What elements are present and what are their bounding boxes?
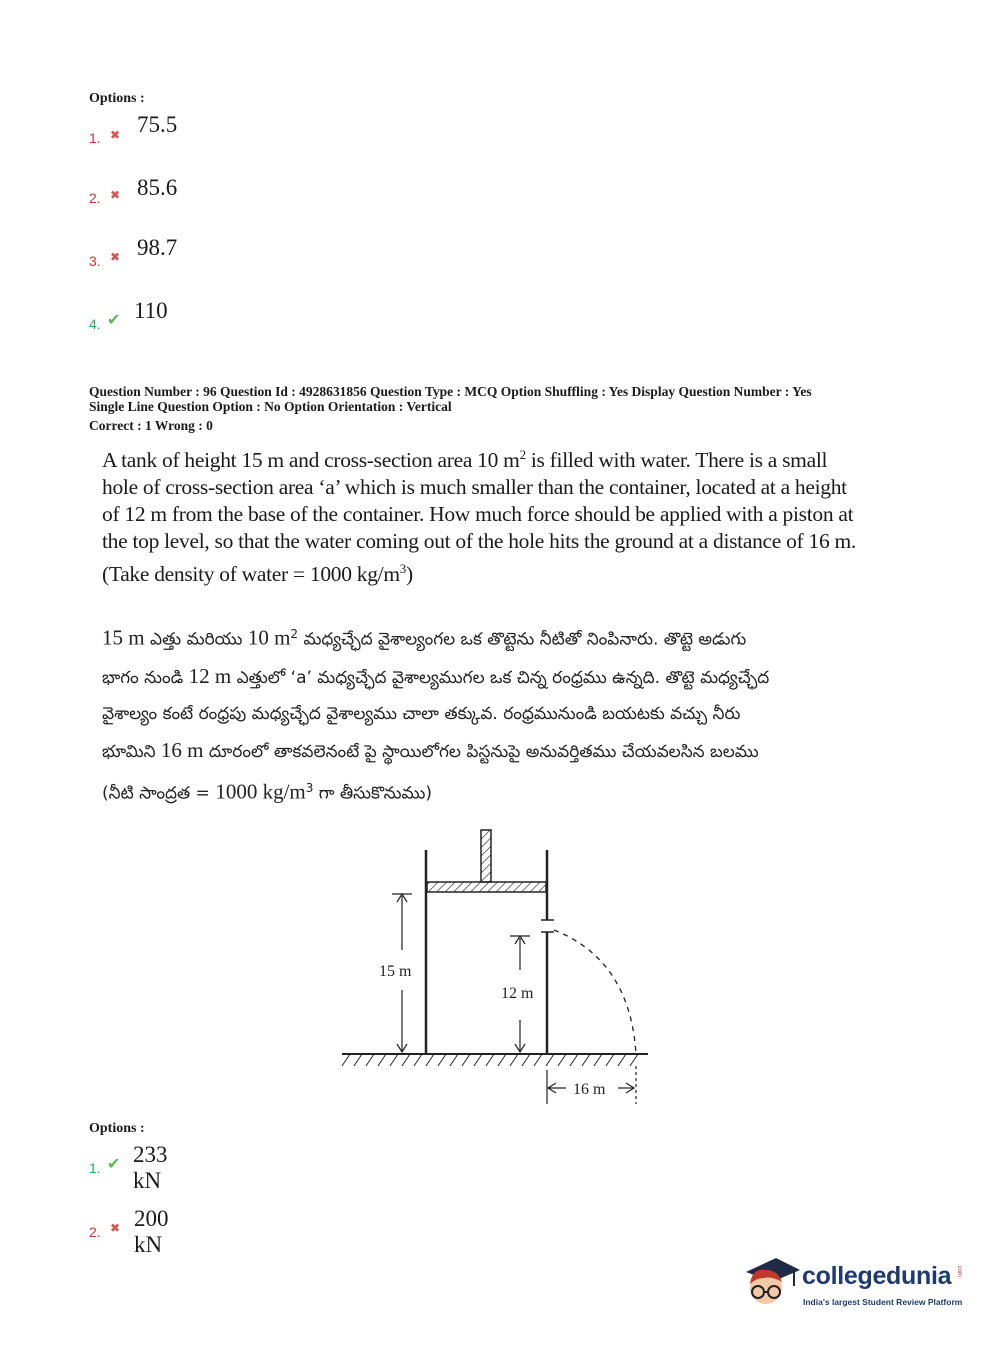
cross-icon: ✖: [110, 188, 121, 202]
option-number: 4.: [89, 316, 101, 332]
logo-suffix: .com: [956, 1264, 962, 1278]
telugu-line: భాగం నుండి 12 m ఎత్తులో ‘a’ మధ్యచ్ఛేద వైశాల్యముగల ఒక చిన్న రంధ్రము ఉన్నది. తొట్టె మధ్యచ్ఛేద: [102, 663, 770, 688]
question-meta: [89, 384, 969, 433]
cross-icon: ✖: [110, 1221, 121, 1235]
question-meta-line1: Question Number : 96 Question Id : 4928631856 Question Type : MCQ Option Shuffling : Yes Display Question Number : Yes: [89, 384, 812, 399]
option-value: 75.5: [137, 112, 178, 137]
question-line: of 12 m from the base of the container. How much force should be applied with a piston at: [102, 502, 854, 527]
label-16m: 16 m: [573, 1081, 606, 1098]
cross-icon: ✖: [110, 128, 121, 142]
mascot-icon: [742, 1250, 802, 1314]
label-15m: 15 m: [379, 963, 412, 980]
question-line: hole of cross-section area ‘a’ which is much smaller than the container, located at a height: [102, 475, 847, 500]
options-label-top: Options :: [89, 91, 145, 106]
ground: [342, 1054, 648, 1066]
tank-diagram: [330, 820, 660, 1110]
water-jet: [554, 930, 636, 1054]
question-text-english: [102, 441, 902, 588]
question-meta-line2: Single Line Question Option : No Option Orientation : Vertical: [89, 399, 452, 414]
question-line: A tank of height 15 m and cross-section area 10 $m^2$ is filled with water. There is a small: [102, 447, 828, 473]
options-label-bottom: Options :: [89, 1121, 145, 1136]
check-icon: ✔: [107, 310, 121, 329]
telugu-line: భూమిని 16 m దూరంలో తాకవలెనంటే పై స్థాయిలోగల పిస్టనుపై అనువర్తితము చేయవలసిన బలము: [102, 737, 759, 762]
question-line: (Take density of water = 1000 $kg/m^3$): [102, 561, 413, 587]
option-value: 110: [134, 298, 168, 323]
collegedunia-logo: [742, 1250, 982, 1320]
check-icon: ✔: [107, 1154, 121, 1173]
logo-name: collegedunia: [802, 1262, 952, 1290]
option-number: 1.: [89, 130, 101, 146]
option-number: 2.: [89, 190, 101, 206]
telugu-line: వైశాల్యం కంటే రంధ్రపు మధ్యచ్ఛేద వైశాల్యము చాలా తక్కువ. రంధ్రమునుండి బయటకు వచ్చు నీరు: [102, 703, 741, 724]
option-value: 98.7: [137, 235, 178, 260]
option-value: 85.6: [137, 175, 178, 200]
logo-tagline: India's largest Student Review Platform: [803, 1297, 963, 1307]
option-value: 233 kN: [133, 1142, 168, 1193]
piston-rod: [481, 830, 491, 882]
option-number: 3.: [89, 253, 101, 269]
telugu-line: (నీటి సాంద్రత = 1000 $kg/m^3$ గా తీసుకొనుము): [102, 779, 432, 804]
telugu-line: 15 m ఎత్తు మరియు 10 $m^2$ మధ్యచ్ఛేద వైశాల్యంగల ఒక తొట్టెను నీటితో నింపినారు. తొట్టె అడుగు: [102, 625, 747, 650]
question-text-telugu: [102, 616, 902, 811]
option-number: 1.: [89, 1160, 101, 1176]
question-line: the top level, so that the water coming out of the hole hits the ground at a distance of 16 m.: [102, 529, 856, 554]
piston: [427, 882, 546, 892]
label-12m: 12 m: [501, 985, 534, 1002]
question-meta-line3: Correct : 1 Wrong : 0: [89, 418, 213, 433]
cross-icon: ✖: [110, 250, 121, 264]
option-number: 2.: [89, 1224, 101, 1240]
option-value: 200 kN: [134, 1206, 169, 1257]
